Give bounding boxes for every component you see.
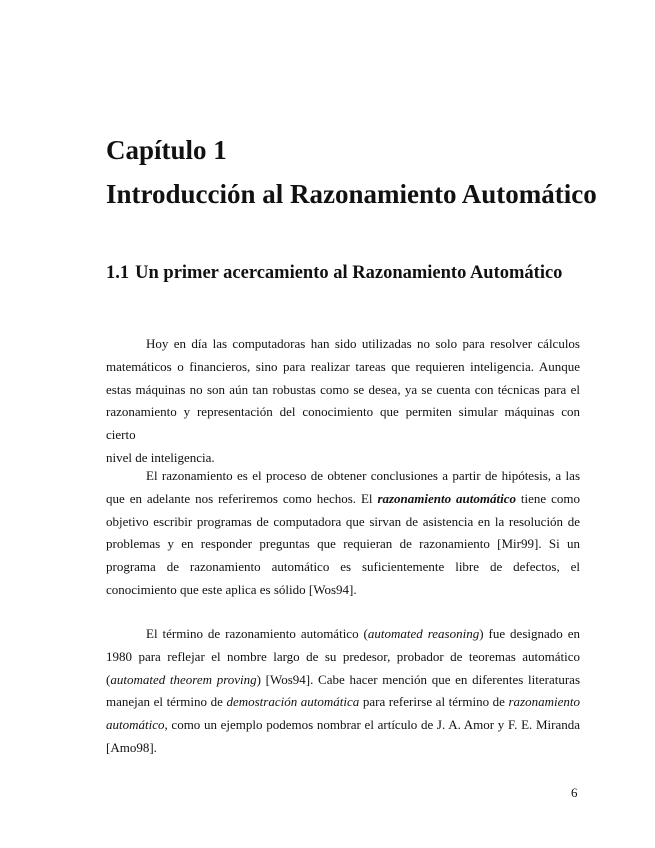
- italic-term: automated reasoning: [367, 626, 480, 641]
- paragraph-line: matemáticos o financieros, sino para realizar tareas que requieren inteligencia. Aunque: [106, 358, 580, 374]
- paragraph-line: problemas y en responder preguntas que requieran de razonamiento [Mir99]. Si un: [106, 536, 580, 552]
- text-run: ) fue designado en: [479, 626, 580, 641]
- section-number: 1.1: [106, 263, 130, 283]
- text-run: (: [106, 671, 111, 687]
- text-run: El término de razonamiento automático (: [146, 626, 368, 641]
- paragraph-line: [106, 623, 580, 646]
- page-number: 6: [571, 785, 578, 800]
- text-run: que en adelante nos referiremos como hechos. El: [106, 490, 378, 506]
- paragraph-line: [106, 488, 580, 511]
- paragraph-line: razonamiento y representación del conocimiento que permiten simular máquinas con cierto: [106, 404, 580, 443]
- emphasis-term: razonamiento automático: [377, 490, 516, 506]
- text-run: manejan el término de: [106, 694, 227, 710]
- section-heading: [106, 260, 562, 286]
- paragraph-3: [106, 623, 580, 760]
- italic-term: automated theorem proving: [110, 671, 257, 687]
- text-run: ) [Wos94]. Cabe hacer mención que en diferentes literaturas: [256, 671, 581, 687]
- chapter-heading: [106, 128, 597, 216]
- paragraph-line: [106, 669, 580, 692]
- italic-term: razonamiento: [508, 694, 580, 710]
- paragraph-line: programa de razonamiento automático es suficientemente libre de defectos, el: [106, 559, 580, 575]
- paragraph-line: estas máquinas no son aún tan robustas como se desea, ya se cuenta con técnicas para el: [106, 381, 580, 397]
- paragraph-line: nivel de inteligencia.: [106, 449, 215, 465]
- paragraph-1: [106, 333, 580, 470]
- paragraph-2: [106, 465, 580, 602]
- italic-term: demostración automática: [226, 694, 360, 710]
- text-run: tiene como: [516, 490, 580, 506]
- italic-term: automático: [106, 717, 165, 733]
- paragraph-line: objetivo escribir programas de computadora que sirvan de asistencia en la resolución de: [106, 513, 580, 529]
- paragraph-line: 1980 para reflejar el nombre largo de su predesor, probador de teoremas automático: [106, 648, 580, 664]
- chapter-label: Capítulo 1: [106, 135, 227, 165]
- paragraph-line: [106, 714, 580, 737]
- text-run: , como un ejemplo podemos nombrar el artículo de J. A. Amor y F. E. Miranda: [164, 717, 580, 733]
- paragraph-line: Hoy en día las computadoras han sido utilizadas no solo para resolver cálculos: [146, 336, 580, 351]
- text-run: para referirse al término de: [359, 694, 509, 710]
- chapter-title: Introducción al Razonamiento Automático: [106, 179, 597, 209]
- paragraph-line: conocimiento que este aplica es sólido [Wos94].: [106, 581, 357, 597]
- paragraph-line: El razonamiento es el proceso de obtener conclusiones a partir de hipótesis, a las: [146, 468, 580, 483]
- paragraph-line: [Amo98].: [106, 739, 157, 755]
- paragraph-line: [106, 691, 580, 714]
- section-title: Un primer acercamiento al Razonamiento Automático: [135, 263, 563, 283]
